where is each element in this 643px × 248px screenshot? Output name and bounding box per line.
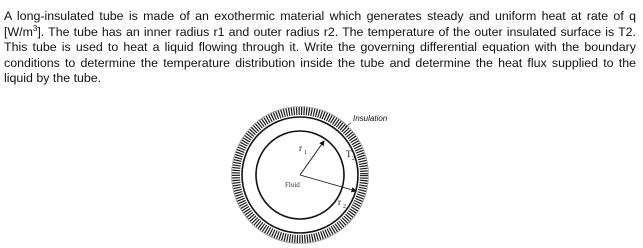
r1-label: r <box>299 143 302 153</box>
t2-label: T <box>346 149 352 159</box>
r1-subscript: 1 <box>304 150 307 156</box>
problem-text-part-1: A long-insulated tube is made of an exothermic material which generates steady and uniform heat at rate of q [W/m <box>4 9 636 39</box>
r2-subscript: 2 <box>343 204 346 210</box>
t2-subscript: 2 <box>352 156 355 162</box>
problem-text-part-2: ]. The tube has an inner radius r1 and outer radius r2. The temperature of the outer insulated surface is T2. This tube is used to heat a liquid flowing through it. Write the governing differential equation with the boundary conditions to determine the temperature distribution inside the tube and determine the heat flux supplied to the liquid by the tube. <box>4 24 636 85</box>
r2-label: r <box>338 197 341 207</box>
unit-exponent: 3 <box>32 23 38 33</box>
fluid-label: Fluid <box>285 181 300 189</box>
problem-statement <box>4 9 636 87</box>
tube-cross-section-figure <box>225 105 415 245</box>
insulation-label: Insulation <box>353 114 388 123</box>
